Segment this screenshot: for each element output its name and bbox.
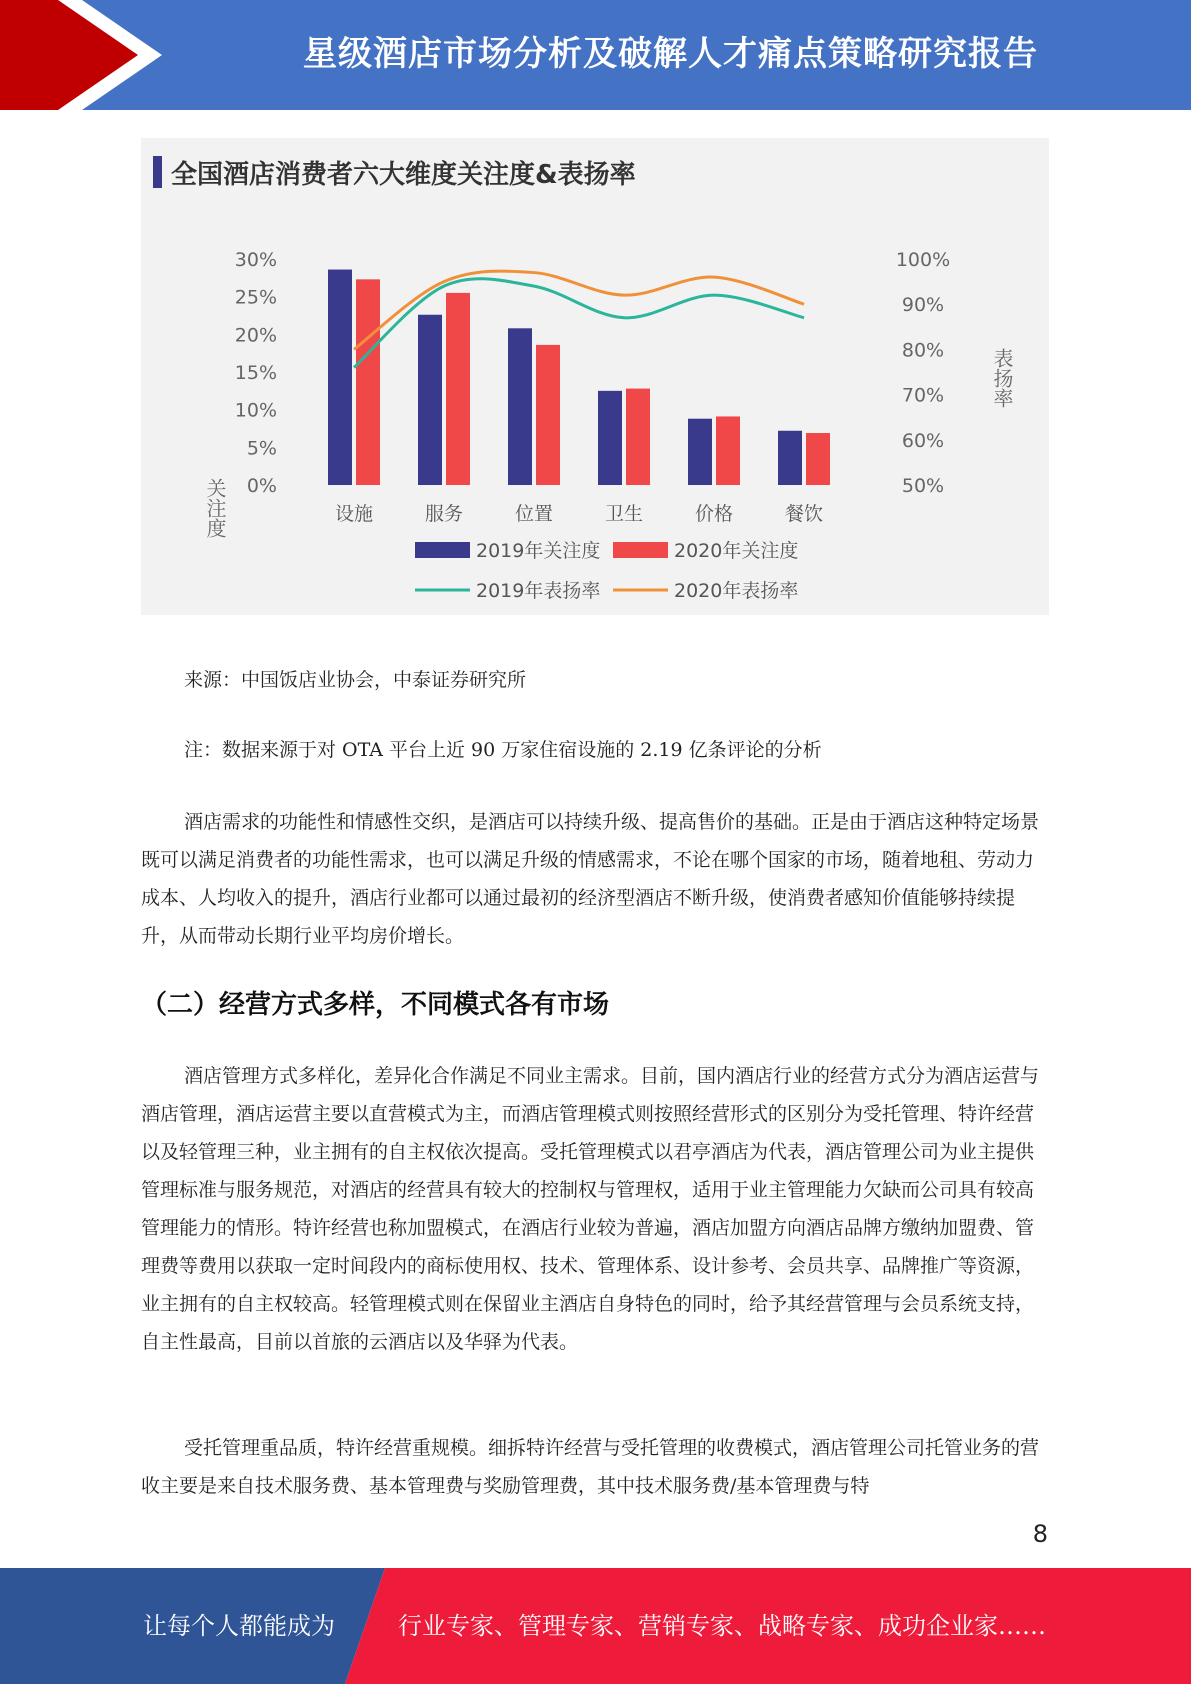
- bar-2020-5: [806, 433, 830, 485]
- x-tick-label: 卫生: [604, 503, 644, 525]
- legend-label: 2019年关注度: [476, 540, 601, 562]
- page-footer: [0, 1568, 1191, 1684]
- y-tick-label: 15%: [234, 362, 277, 384]
- footer-slogan: 让每个人都能成为: [143, 1612, 335, 1640]
- x-tick-label: 设施: [334, 503, 374, 525]
- paragraph-1: 酒店需求的功能性和情感性交织，是酒店可以持续升级、提高售价的基础。正是由于酒店这种特定场景既可以满足消费者的功能性需求，也可以满足升级的情感需求，不论在哪个国家的市场，随着地租、劳动力成本、人均收入的提升，酒店行业都可以通过最初的经济型酒店不断升级，使消费者感知价值能够持续提升，从而带动长期行业平均房价增长。: [141, 811, 1040, 947]
- y-tick-label: 30%: [234, 249, 277, 271]
- y-axis-label: 关注度: [203, 478, 227, 538]
- section-heading: （二）经营方式多样，不同模式各有市场: [141, 990, 610, 1020]
- chart-title-marker: [153, 156, 162, 188]
- y2-tick-label: 60%: [901, 429, 945, 452]
- y-tick-label: 0%: [246, 475, 277, 497]
- legend-label: 2020年表扬率: [674, 580, 799, 602]
- bar-2019-4: [688, 419, 712, 485]
- x-tick-label: 餐饮: [784, 503, 824, 525]
- x-tick-label: 价格: [694, 503, 734, 525]
- legend-swatch: [613, 542, 668, 558]
- bar-2019-2: [508, 328, 532, 485]
- page-number: 8: [1032, 1520, 1048, 1548]
- y2-tick-label: 80%: [901, 339, 945, 362]
- x-tick-label: 位置: [514, 503, 554, 525]
- y-tick-label: 25%: [234, 286, 277, 309]
- y2-tick-label: 100%: [895, 249, 951, 271]
- x-tick-label: 服务: [424, 503, 464, 525]
- page-header: [0, 0, 1191, 110]
- y-tick-label: 5%: [246, 437, 277, 460]
- bar-2020-0: [356, 279, 380, 485]
- y-tick-label: 20%: [234, 324, 277, 347]
- bar-2019-1: [418, 315, 442, 485]
- chart-title: 全国酒店消费者六大维度关注度&表扬率: [171, 160, 636, 190]
- legend-label: 2019年表扬率: [476, 580, 601, 602]
- bar-2020-3: [626, 389, 650, 485]
- legend-label: 2020年关注度: [674, 540, 799, 562]
- y-tick-label: 10%: [234, 399, 277, 422]
- paragraph-3: 受托管理重品质，特许经营重规模。细拆特许经营与受托管理的收费模式，酒店管理公司托管业务的营收主要是来自技术服务费、基本管理费与奖励管理费，其中技术服务费/基本管理费与特: [141, 1437, 1040, 1497]
- paragraph-2: 酒店管理方式多样化，差异化合作满足不同业主需求。目前，国内酒店行业的经营方式分为酒店运营与酒店管理，酒店运营主要以直营模式为主，而酒店管理模式则按照经营形式的区别分为受托管理、特许经营以及轻管理三种，业主拥有的自主权依次提高。受托管理模式以君亭酒店为代表，酒店管理公司为业主提供管理标准与服务规范，对酒店的经营具有较大的控制权与管理权，适用于业主管理能力欠缺而公司具有较高管理能力的情形。特许经营也称加盟模式，在酒店行业较为普遍，酒店加盟方向酒店品牌方缴纳加盟费、管理费等费用以获取一定时间段内的商标使用权、技术、管理体系、设计参考、会员共享、品牌推广等资源，业主拥有的自主权较高。轻管理模式则在保留业主酒店自身特色的同时，给予其经营管理与会员系统支持，自主性最高，目前以首旅的云酒店以及华驿为代表。: [141, 1065, 1040, 1353]
- report-title: 星级酒店市场分析及破解人才痛点策略研究报告: [303, 34, 1038, 74]
- bar-2019-5: [778, 431, 802, 485]
- y2-tick-label: 50%: [901, 475, 945, 497]
- bar-2019-0: [328, 270, 352, 485]
- source-note: 来源：中国饭店业协会，中泰证券研究所: [184, 669, 527, 691]
- bar-2019-3: [598, 391, 622, 485]
- footer-roles: 行业专家、管理专家、营销专家、战略专家、成功企业家……: [398, 1612, 1046, 1640]
- y2-tick-label: 90%: [901, 294, 945, 317]
- bar-2020-4: [716, 416, 740, 485]
- y2-axis-label: 表扬率: [990, 348, 1014, 408]
- chart: [141, 138, 1049, 615]
- data-note: 注：数据来源于对 OTA 平台上近 90 万家住宿设施的 2.19 亿条评论的分析: [184, 739, 822, 761]
- bar-2020-1: [446, 293, 470, 485]
- chart-panel: [141, 138, 1049, 615]
- y2-tick-label: 70%: [901, 384, 945, 407]
- legend-swatch: [415, 542, 470, 558]
- bar-2020-2: [536, 345, 560, 485]
